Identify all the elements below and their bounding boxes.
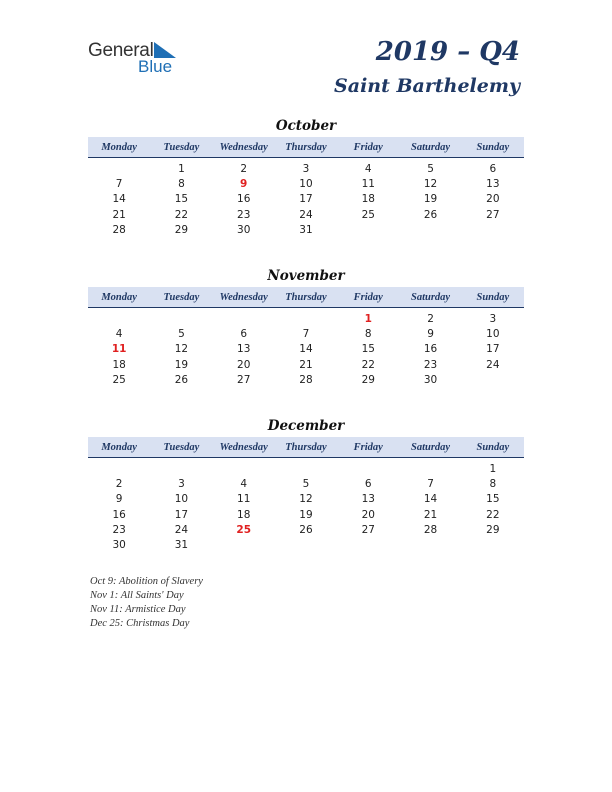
day-cell: 15: [174, 193, 189, 206]
holiday-day-cell: 25: [236, 523, 252, 536]
weekday-header: [88, 437, 524, 458]
day-cell: 2: [115, 477, 123, 490]
weekday-monday: Monday: [101, 441, 137, 453]
day-cell: 29: [174, 223, 189, 236]
weekday-monday: Monday: [101, 291, 137, 303]
holiday-note: Dec 25: Christmas Day: [90, 618, 190, 629]
day-cell: 3: [302, 162, 310, 175]
weekday-friday: Friday: [353, 441, 383, 453]
day-cell: 8: [364, 327, 372, 340]
day-cell: 16: [112, 508, 126, 521]
weekday-friday: Friday: [353, 291, 383, 303]
day-cell: 21: [299, 358, 313, 371]
weekday-wednesday: Wednesday: [219, 441, 268, 453]
month-october: [88, 116, 524, 237]
day-cell: 7: [115, 177, 123, 190]
day-cell: 4: [364, 162, 372, 175]
day-cell: 14: [423, 493, 438, 506]
day-cell: 6: [489, 162, 497, 175]
day-cell: 24: [299, 208, 313, 221]
weekday-saturday: Saturday: [411, 141, 451, 153]
day-cell: 17: [299, 193, 313, 206]
week-row: [88, 192, 524, 207]
week-rows: [88, 461, 524, 553]
holiday-note: Nov 11: Armistice Day: [90, 604, 186, 615]
day-cell: 24: [174, 523, 189, 536]
weekday-wednesday: Wednesday: [219, 141, 268, 153]
week-row: [88, 492, 524, 507]
day-cell: 3: [489, 312, 497, 325]
day-cell: 23: [112, 523, 126, 536]
day-cell: 2: [427, 312, 434, 325]
weekday-sunday: Sunday: [476, 291, 510, 303]
day-cell: 9: [115, 493, 123, 506]
month-november: [88, 266, 524, 387]
holiday-day-cell: 1: [364, 312, 372, 325]
holiday-notes: [90, 575, 203, 631]
weekday-tuesday: Tuesday: [163, 291, 200, 303]
day-cell: 17: [174, 508, 189, 521]
day-cell: 19: [174, 358, 189, 371]
day-cell: 16: [237, 193, 251, 206]
month-title: October: [275, 118, 337, 134]
week-row: [88, 326, 524, 341]
day-cell: 19: [299, 508, 313, 521]
day-cell: 16: [423, 343, 438, 356]
holiday-day-cell: 11: [111, 343, 127, 356]
day-cell: 22: [361, 358, 375, 371]
brand-logo: [88, 40, 198, 80]
day-cell: 27: [486, 208, 500, 221]
day-cell: 1: [178, 162, 185, 175]
day-cell: 12: [174, 343, 189, 356]
day-cell: 13: [361, 493, 375, 506]
week-row: [88, 372, 524, 387]
weekday-sunday: Sunday: [476, 141, 510, 153]
day-cell: 21: [112, 208, 126, 221]
month-title: November: [267, 268, 345, 284]
day-cell: 22: [486, 508, 500, 521]
day-cell: 4: [240, 477, 248, 490]
weekday-thursday: Thursday: [285, 141, 327, 153]
week-row: [88, 357, 524, 372]
week-rows: [88, 311, 524, 387]
holiday-note: Nov 1: All Saints' Day: [90, 590, 184, 601]
week-rows: [88, 161, 524, 237]
weekday-thursday: Thursday: [285, 291, 327, 303]
day-cell: 9: [427, 327, 434, 340]
day-cell: 4: [115, 327, 123, 340]
day-cell: 29: [486, 523, 500, 536]
weekday-friday: Friday: [353, 141, 383, 153]
day-cell: 3: [178, 477, 185, 490]
day-cell: 31: [174, 539, 189, 552]
day-cell: 22: [174, 208, 189, 221]
weekday-saturday: Saturday: [411, 291, 451, 303]
day-cell: 31: [299, 223, 313, 236]
week-row: [88, 222, 524, 237]
logo-text-general: General: [88, 40, 154, 61]
day-cell: 27: [237, 373, 251, 386]
weekday-wednesday: Wednesday: [219, 291, 268, 303]
month-december: [88, 416, 524, 553]
day-cell: 28: [112, 223, 126, 236]
day-cell: 2: [240, 162, 248, 175]
day-cell: 27: [361, 523, 375, 536]
week-row: [88, 311, 524, 326]
week-row: [88, 207, 524, 222]
day-cell: 10: [486, 327, 500, 340]
logo-triangle-icon: [154, 42, 176, 58]
holiday-day-cell: 9: [240, 177, 248, 190]
day-cell: 12: [423, 177, 438, 190]
day-cell: 1: [489, 462, 497, 475]
day-cell: 7: [427, 477, 434, 490]
day-cell: 18: [361, 193, 375, 206]
week-row: [88, 461, 524, 476]
day-cell: 30: [237, 223, 251, 236]
day-cell: 6: [240, 327, 248, 340]
weekday-tuesday: Tuesday: [163, 441, 200, 453]
day-cell: 14: [112, 193, 126, 206]
page-subtitle: Saint Barthelemy: [334, 75, 520, 97]
day-cell: 26: [299, 523, 313, 536]
day-cell: 21: [423, 508, 438, 521]
holiday-note: Oct 9: Abolition of Slavery: [90, 576, 203, 587]
weekday-header: [88, 287, 524, 308]
month-title: December: [267, 418, 345, 434]
day-cell: 25: [112, 373, 126, 386]
week-row: [88, 476, 524, 491]
day-cell: 5: [427, 162, 434, 175]
week-row: [88, 161, 524, 176]
day-cell: 23: [237, 208, 251, 221]
day-cell: 10: [174, 493, 189, 506]
day-cell: 20: [486, 193, 500, 206]
weekday-thursday: Thursday: [285, 441, 327, 453]
week-row: [88, 176, 524, 191]
day-cell: 5: [302, 477, 310, 490]
day-cell: 23: [423, 358, 438, 371]
day-cell: 6: [364, 477, 372, 490]
day-cell: 28: [423, 523, 438, 536]
day-cell: 25: [361, 208, 375, 221]
day-cell: 29: [361, 373, 375, 386]
day-cell: 10: [299, 177, 313, 190]
page-title: 2019 – Q4: [375, 37, 520, 67]
week-row: [88, 522, 524, 537]
weekday-saturday: Saturday: [411, 441, 451, 453]
day-cell: 7: [302, 327, 310, 340]
day-cell: 20: [237, 358, 251, 371]
weekday-tuesday: Tuesday: [163, 141, 200, 153]
day-cell: 30: [423, 373, 438, 386]
day-cell: 24: [486, 358, 500, 371]
day-cell: 18: [237, 508, 251, 521]
day-cell: 26: [423, 208, 438, 221]
day-cell: 12: [299, 493, 313, 506]
day-cell: 11: [361, 177, 375, 190]
day-cell: 8: [489, 477, 497, 490]
week-row: [88, 537, 524, 552]
week-row: [88, 342, 524, 357]
day-cell: 19: [423, 193, 438, 206]
day-cell: 14: [299, 343, 313, 356]
day-cell: 15: [361, 343, 375, 356]
weekday-sunday: Sunday: [476, 441, 510, 453]
day-cell: 11: [237, 493, 251, 506]
day-cell: 15: [486, 493, 500, 506]
day-cell: 28: [299, 373, 313, 386]
day-cell: 8: [178, 177, 185, 190]
day-cell: 13: [237, 343, 251, 356]
day-cell: 17: [486, 343, 500, 356]
week-row: [88, 507, 524, 522]
day-cell: 18: [112, 358, 126, 371]
day-cell: 26: [174, 373, 189, 386]
day-cell: 20: [361, 508, 375, 521]
day-cell: 13: [486, 177, 500, 190]
weekday-monday: Monday: [101, 141, 137, 153]
day-cell: 5: [178, 327, 185, 340]
logo-text-blue: Blue: [138, 57, 173, 76]
day-cell: 30: [112, 539, 126, 552]
weekday-header: [88, 137, 524, 158]
